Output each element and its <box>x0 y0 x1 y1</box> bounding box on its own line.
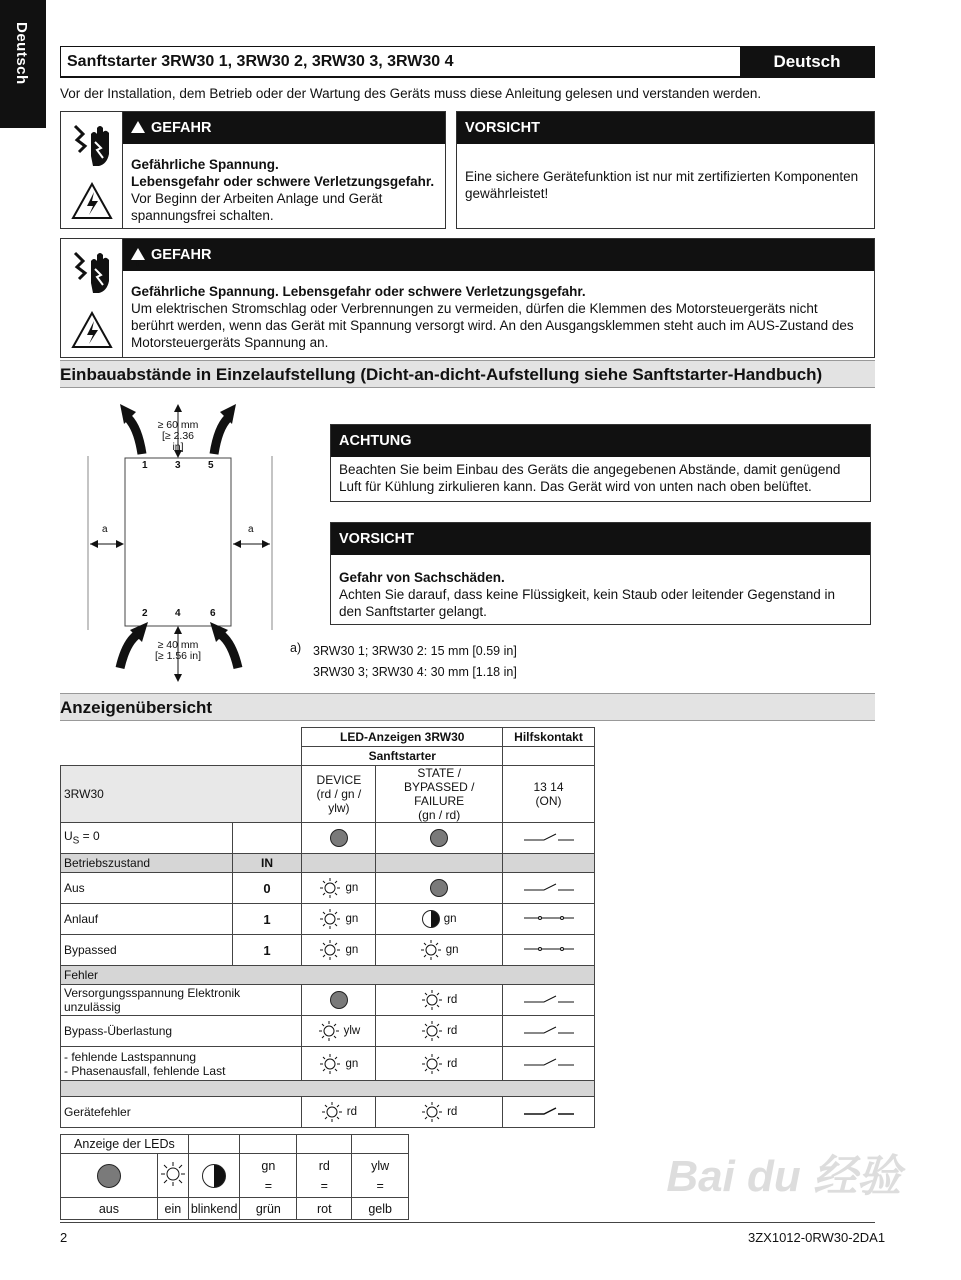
header-soft-starter: Sanftstarter <box>302 747 503 766</box>
danger-1-bold-1: Gefährliche Spannung. <box>131 157 279 172</box>
fault-label: Fehler <box>61 966 595 985</box>
led-indicator-table <box>60 727 595 1128</box>
note-label: a) <box>290 641 302 655</box>
aus-in: 0 <box>232 873 302 904</box>
document-number: 3ZX1012-0RW30-2DA1 <box>748 1230 886 1245</box>
led-off-icon <box>330 829 348 847</box>
caution-header-1: VORSICHT <box>457 112 874 144</box>
row-device-fault: Gerätefehler rd rd <box>61 1097 595 1128</box>
danger-2-line-3: Motorsteuergeräts Spannung an. <box>131 335 329 350</box>
contact-open-icon <box>522 1024 576 1036</box>
legend-green: grün <box>240 1198 297 1220</box>
contact-open-icon <box>522 831 576 843</box>
led-on-icon <box>319 939 341 961</box>
led-on-icon <box>319 1053 341 1075</box>
legend-title: Anzeige der LEDs <box>61 1135 189 1154</box>
legend-blinking: blinkend <box>188 1198 240 1220</box>
row-supply-voltage: Versorgungsspannung Elektronik unzulässig rd <box>61 985 595 1016</box>
right-clearance-a: a <box>248 524 254 535</box>
model-label: 3RW30 <box>61 766 302 823</box>
page-title: Sanftstarter 3RW30 1, 3RW30 2, 3RW30 3, 3RW30 4 <box>67 53 454 70</box>
top-clearance-label: ≥ 60 mm [≥ 2.36 in] <box>157 419 199 453</box>
contact-closed-icon <box>522 943 576 955</box>
device-fault-label: Gerätefehler <box>61 1097 302 1128</box>
row-anlauf: Anlauf 1 gn gn <box>61 904 595 935</box>
caution-2-line-1: Achten Sie darauf, dass keine Flüssigkeit, kein Staub oder leitender Gegenstand in <box>339 587 836 602</box>
bypassed-in: 1 <box>232 935 302 966</box>
legend-on: ein <box>157 1198 188 1220</box>
language-label: Deutsch <box>740 47 874 77</box>
high-voltage-triangle-icon <box>71 182 113 220</box>
led-legend-table: Anzeige der LEDs gn = rd = ylw = aus ein blinkend grün rot gelb <box>60 1134 409 1220</box>
led-on-icon <box>318 1020 340 1042</box>
terminal-3: 3 <box>175 460 181 471</box>
header-aux-contact: Hilfskontakt <box>503 728 595 747</box>
terminal-1: 1 <box>142 460 148 471</box>
section-indicator-overview: Anzeigenübersicht <box>60 693 875 721</box>
caution-box-1 <box>456 111 875 229</box>
aux-column-header: 13 14 (ON) <box>503 766 595 823</box>
intro-text: Vor der Installation, dem Betrieb oder der Wartung des Geräts muss diese Anleitung gelesen und verstanden werden. <box>60 86 762 101</box>
terminal-5: 5 <box>208 460 214 471</box>
led-off-icon <box>430 879 448 897</box>
legend-red: rot <box>297 1198 352 1220</box>
danger-2-bold: Gefährliche Spannung. Lebensgefahr oder schwere Verletzungsgefahr. <box>131 284 586 299</box>
contact-open-icon <box>522 1056 576 1068</box>
danger-box-2 <box>60 238 875 358</box>
side-tab-label: Deutsch <box>13 22 30 85</box>
operating-state-label: Betriebszustand <box>61 854 233 873</box>
page-number: 2 <box>60 1230 68 1245</box>
led-off-icon <box>430 829 448 847</box>
bypassed-label: Bypassed <box>61 935 233 966</box>
led-on-icon <box>420 939 442 961</box>
led-on-icon <box>421 1101 443 1123</box>
device-column-header: DEVICE (rd / gn / ylw) <box>302 766 376 823</box>
row-bypassed: Bypassed 1 gn gn <box>61 935 595 966</box>
led-off-icon <box>97 1164 121 1188</box>
attention-line-2: Luft für Kühlung zirkulieren kann. Das Gerät wird von unten nach oben belüftet. <box>339 479 812 494</box>
in-header: IN <box>232 854 302 873</box>
bottom-clearance-label: ≥ 40 mm [≥ 1.56 in] <box>154 639 202 662</box>
contact-open-icon <box>522 881 576 893</box>
led-on-icon <box>319 908 341 930</box>
left-clearance-a: a <box>102 524 108 535</box>
contact-open-icon <box>522 993 576 1005</box>
watermark: Bai du 经验 <box>666 1152 901 1201</box>
caution-box-2 <box>330 522 871 625</box>
anlauf-in: 1 <box>232 904 302 935</box>
note-values <box>313 641 517 683</box>
us0-label: $U_S = 0$ <box>61 823 233 854</box>
legend-off: aus <box>61 1198 158 1220</box>
terminal-6: 6 <box>210 608 216 619</box>
danger-2-line-2: berührt werden, wenn das Gerät mit Spannung versorgt wird. An den Ausgangsklemmen steht auch im AUS-Zustand des <box>131 318 854 333</box>
terminal-2: 2 <box>142 608 148 619</box>
led-blinking-icon <box>422 910 440 928</box>
legend-yellow: gelb <box>352 1198 409 1220</box>
high-voltage-triangle-icon <box>71 311 113 349</box>
led-on-icon <box>160 1161 186 1187</box>
aus-label: Aus <box>61 873 233 904</box>
row-us0 <box>61 823 595 854</box>
attention-line-1: Beachten Sie beim Einbau des Geräts die angegebenen Abstände, damit genügend <box>339 462 841 477</box>
danger-header-2: ! GEFAHR <box>123 239 874 271</box>
led-off-icon <box>330 991 348 1009</box>
caution-2-line-2: den Sanftstarter gelangt. <box>339 604 487 619</box>
terminal-4: 4 <box>175 608 181 619</box>
header-led-indicators: LED-Anzeigen 3RW30 <box>302 728 503 747</box>
caution-header-2: VORSICHT <box>331 523 870 555</box>
missing-load-label: - fehlende Lastspannung - Phasenausfall, fehlende Last <box>61 1047 302 1081</box>
note-line-2: 3RW30 3; 3RW30 4: 30 mm [1.18 in] <box>313 665 517 679</box>
row-bypass-overload: Bypass-Überlastung ylw rd <box>61 1016 595 1047</box>
caution-1-text-2: gewährleistet! <box>465 186 549 201</box>
danger-1-bold-2: Lebensgefahr oder schwere Verletzungsgefahr. <box>131 174 435 189</box>
danger-1-text-2: spannungsfrei schalten. <box>131 208 274 223</box>
note-line-1: 3RW30 1; 3RW30 2: 15 mm [0.59 in] <box>313 644 517 658</box>
led-on-icon <box>421 1053 443 1075</box>
led-on-icon <box>321 1101 343 1123</box>
danger-1-text-1: Vor Beginn der Arbeiten Anlage und Gerät <box>131 191 383 206</box>
led-on-icon <box>319 877 341 899</box>
led-on-icon <box>421 989 443 1011</box>
danger-header-1: ! GEFAHR <box>123 112 445 144</box>
title-bar <box>60 46 875 78</box>
bypass-overload-label: Bypass-Überlastung <box>61 1016 302 1047</box>
supply-voltage-label: Versorgungsspannung Elektronik unzulässig <box>61 985 302 1016</box>
section-installation-clearances: Einbauabstände in Einzelaufstellung (Dicht-an-dicht-Aufstellung siehe Sanftstarter-Handbuch) <box>60 360 875 388</box>
attention-header: ACHTUNG <box>331 425 870 457</box>
led-blinking-icon <box>202 1164 226 1188</box>
contact-open-icon <box>522 1105 576 1117</box>
language-side-tab <box>0 0 46 128</box>
danger-2-line-1: Um elektrischen Stromschlag oder Verbrennungen zu vermeiden, dürfen die Klemmen des Motorsteuergeräts nicht <box>131 301 818 316</box>
danger-box-1 <box>60 111 446 229</box>
row-aus: Aus 0 gn <box>61 873 595 904</box>
led-on-icon <box>421 1020 443 1042</box>
state-column-header: STATE / BYPASSED / FAILURE (gn / rd) <box>376 766 503 823</box>
contact-closed-icon <box>522 912 576 924</box>
anlauf-label: Anlauf <box>61 904 233 935</box>
attention-box <box>330 424 871 502</box>
row-missing-load: - fehlende Lastspannung - Phasenausfall, fehlende Last gn rd <box>61 1047 595 1081</box>
caution-2-bold: Gefahr von Sachschäden. <box>339 570 505 585</box>
footer-divider <box>60 1222 875 1223</box>
caution-1-text-1: Eine sichere Gerätefunktion ist nur mit zertifizierten Komponenten <box>465 169 859 184</box>
